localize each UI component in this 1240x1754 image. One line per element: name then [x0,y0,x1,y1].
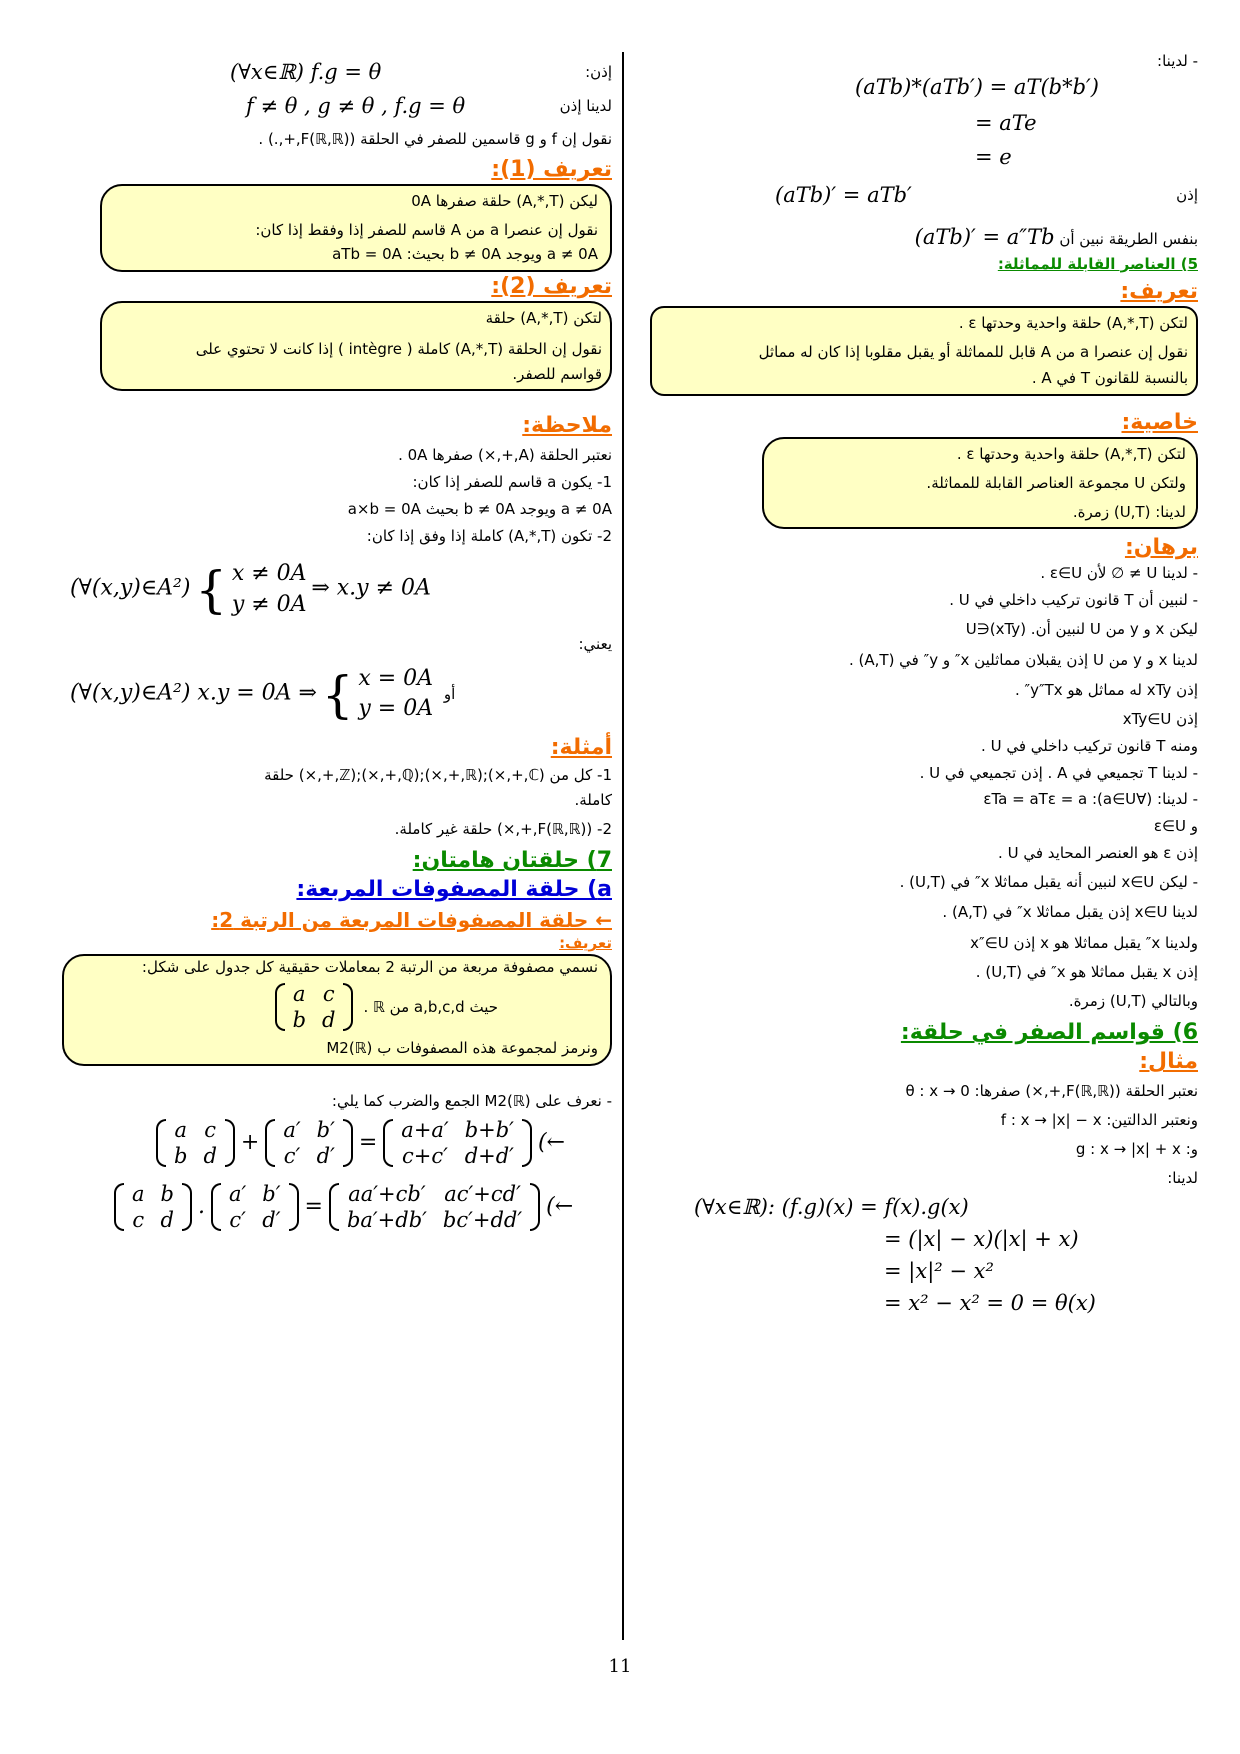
equation: = e [975,144,1012,169]
right-column [650,52,1198,1323]
property-box [762,437,1198,529]
matrix-entry: a [293,982,306,1007]
matrix-entry: b [174,1143,188,1168]
note-line: نعتبر الحلقة (A,+,×) صفرها 0A . [398,446,612,465]
arrow-marker: (← [546,1194,574,1220]
proof-step: إذن xTy∈U [1122,710,1198,728]
example-line: كاملة. [574,790,612,809]
quantifier: (∀(x,y)∈A²) x.y = 0A ⇒ [70,679,317,705]
equation: (∀x∈ℝ) f.g = θ [230,60,382,84]
box-line: a ≠ 0A ويوجد b ≠ 0A بحيث: aTb = 0A [332,245,598,264]
label-text: إذن [1176,185,1198,204]
note-title: ملاحظة: [522,413,612,439]
matrix-definition-box [62,954,612,1066]
condition: x = 0A [358,665,434,691]
or-label: أو [443,684,456,703]
matrix-entry: b [292,1008,307,1033]
definition-2-box [100,301,612,391]
equation: (∀x∈ℝ): (f.g)(x) = f(x).g(x) [694,1195,969,1220]
proof-step: - لنبين أن T قانون تركيب داخلي في U . [949,591,1198,609]
matrix-entry: bc′+dd′ [442,1207,523,1232]
note-line: يعني: [578,634,612,653]
example-line: نعتبر الحلقة (F(ℝ,ℝ),+,×) صفرها: θ : x → 0 [905,1082,1198,1101]
example-line: لدينا: [1167,1168,1198,1187]
proof-step: - لدينا U ≠ ∅ لأن ε∈U . [1040,564,1198,583]
intro-line: - لدينا: [1157,52,1198,70]
matrix-entry: c [322,982,335,1007]
integral-condition [70,559,612,621]
proof-step: وبالتالي (U,T) زمرة. [1068,991,1198,1010]
label-text: لدينا إذن [559,97,612,115]
arrow-marker: (← [537,1130,565,1156]
equation: (aTb)*(aTb′) = aT(b*b′) [855,74,1099,99]
implication: ⇒ x.y ≠ 0A [311,575,431,601]
definition-1-box [100,184,612,272]
matrix-sum-result [383,1117,532,1169]
definition-title: تعريف: [1120,278,1198,304]
quantifier: (∀(x,y)∈A²) [70,575,191,601]
note-line: a ≠ 0A ويوجد b ≠ 0A بحيث a×b = 0A [347,499,612,518]
matrix-entry: b+b′ [464,1117,514,1142]
matrix-entry: a+a′ [401,1117,449,1142]
operations-intro: - نعرف على M2(ℝ) الجمع والضرب كما يلي: [331,1091,612,1110]
example-computation [650,1195,1198,1315]
box-line: نقول إن عنصرا a من A قاسم للصفر إذا وفقط إذا كان: [255,220,598,239]
page-number: 11 [608,1656,632,1677]
proof-steps [650,564,1198,1010]
equation: = x² − x² = 0 = θ(x) [884,1291,1096,1316]
matrix-lhs-1 [156,1117,235,1169]
proof-step: ولدينا x″ يقبل مماثلا هو x إذن x″∈U [970,934,1198,952]
proof-step: - ليكن x∈U لنبين أنه يقبل مماثلا x″ في (U,T) . [899,872,1198,891]
matrix-entry: d [322,1008,336,1033]
matrix-entry: d′ [316,1143,335,1168]
example-line: و: g : x → |x| + x [1075,1139,1198,1158]
equation: (aTb)′ = aTb′ [775,182,912,207]
matrix-entry: d′ [262,1207,281,1232]
conclusion-line [70,60,612,84]
condition: x ≠ 0A [231,561,307,587]
box-line: ونرمز لمجموعة هذه المصفوفات ب M2(ℝ) [326,1039,598,1058]
subsection-heading-matrix: ← حلقة المصفوفات المربعة من الرتبة 2: [211,908,612,933]
condition-system [232,559,307,621]
examples-body [70,766,612,838]
matrix-entry: c+c′ [402,1143,448,1168]
left-brace: { [195,561,228,620]
box-line: لدينا: (U,T) زمرة. [1072,502,1186,521]
matrix-entry: b′ [262,1181,281,1206]
equation: = (|x| − x)(|x| + x) [884,1227,1079,1252]
equals-sign: = [358,1130,378,1156]
box-line: نقول إن عنصرا a من A قابل للمماثلة أو يقبل مقلوبا إذا كان له مماثل [758,342,1188,361]
matrix-entry: d+d′ [464,1143,514,1168]
proof-step: لدينا x و y من U إذن يقبلان مماثلين x″ و y″ في (A,T) . [848,650,1198,669]
matrix-entry: c [204,1117,217,1142]
equation: = |x|² − x² [884,1259,994,1284]
matrix-lhs-2 [211,1181,299,1233]
matrix-entry: ac′+cd′ [444,1181,521,1206]
definition-1-title: تعريف (1): [491,156,612,182]
matrix-product-result [329,1181,540,1233]
matrix-entry: b [160,1181,174,1206]
condition: y = 0A [358,696,434,722]
proof-block-1 [650,75,1198,169]
dot-sign: . [197,1194,205,1220]
matrix-definition-title: تعريف: [559,934,612,953]
example-line: 2- (F(ℝ,ℝ),+,×) حلقة غير كاملة. [394,819,612,838]
proof-step: إذن ε هو العنصر المحايد في U . [998,843,1198,862]
matrix-entry: d [203,1143,217,1168]
matrix-lhs-2 [265,1117,353,1169]
equivalent-condition [70,664,612,726]
matrix-entry: c [132,1207,145,1232]
matrix-entry: a′ [283,1117,301,1142]
condition-system [358,664,433,726]
definition-box [650,306,1198,396]
note-body [70,446,612,725]
box-line: لتكن (A,*,T) حلقة واحدية وحدتها ε . [958,313,1188,332]
example-title: مثال: [1139,1049,1198,1075]
definition-2-title: تعريف (2): [491,274,612,299]
matrix-lhs-1 [114,1181,192,1233]
matrix-entry: d [160,1207,174,1232]
conclusion-line-2 [70,94,612,118]
matrix-product-line [70,1181,612,1233]
proof-step: إذن xTy له مماثل هو y″Tx″ . [1014,681,1198,700]
conclusion-text: نقول إن f و g قاسمين للصفر في الحلقة (F(ℝ,ℝ),+,.) . [258,130,612,148]
matrix-sum-line [70,1117,612,1169]
plus-sign: + [240,1130,260,1156]
proof-step: و ε∈U [1153,817,1198,835]
matrix-entry: ba′+db′ [346,1207,427,1232]
example-body [650,1082,1198,1315]
generic-matrix [275,981,354,1033]
note-line: 1- يكون a قاسم للصفر إذا كان: [412,473,612,491]
box-line: ليكن (A,*,T) حلقة صفرها 0A [411,191,598,210]
label-text: بنفس الطريقة نبين أن [1059,229,1198,248]
proof-step: ليكن x و y من U لنبين أن. (xTy)∈U [965,619,1198,638]
result-line [650,183,1198,207]
proof-step: - لدينا T تجميعي في A . إذن تجميعي في U . [919,763,1198,782]
box-line: نقول إن الحلقة (A,*,T) كاملة ( intègre ) إذا كانت لا تحتوي على [195,339,602,358]
example-line: ونعتبر الدالتين: f : x → |x| − x [1000,1111,1198,1129]
equation: f ≠ θ , g ≠ θ , f.g = θ [246,94,466,118]
matrix-form-line [76,981,598,1033]
proof-step: إذن x يقبل مماثلا هو x″ في (U,T) . [975,962,1198,981]
section-heading-6: 6) قواسم الصفر في حلقة: [900,1020,1198,1046]
example-line: 1- كل من (ℂ,+,×);(ℝ,+,×);(ℚ,+,×);(ℤ,+,×) حلقة [264,766,612,785]
proof-step: لدينا x∈U إذن يقبل مماثلا x″ في (A,T) . [942,903,1198,922]
equation: (aTb)′ = a″Tb [914,224,1055,249]
matrix-entry: a′ [228,1181,247,1206]
matrix-entry: c′ [229,1207,246,1232]
section-heading-5: 5) العناصر القابلة للمماثلة: [997,254,1198,273]
matrix-entry: c′ [283,1143,301,1168]
box-line: نسمي مصفوفة مربعة من الرتبة 2 بمعاملات حقيقية كل جدول على شكل: [141,958,598,977]
note-line: 2- تكون (A,*,T) كاملة إذا وفق إذا كان: [366,526,612,545]
proof-step: - لدينا: (∀a∈U): εTa = aTε = a [983,790,1198,809]
matrix-entry: b′ [316,1117,335,1142]
equation: = aTe [975,110,1037,135]
proof-step: ومنه T قانون تركيب داخلي في U . [981,736,1198,755]
result-line-2 [650,225,1198,249]
left-brace: { [321,665,354,724]
matrix-entry: a [174,1117,187,1142]
left-column [70,52,612,1233]
property-title: خاصية: [1121,410,1198,435]
box-line: حيث a,b,c,d من ℝ . [363,998,498,1017]
subsection-heading-a: a) حلقة المصفوفات المربعة: [296,877,612,903]
column-divider [622,52,624,1640]
box-line: قواسم للصفر. [512,364,602,383]
box-line: ولتكن U مجموعة العناصر القابلة للمماثلة. [926,473,1186,492]
box-line: لتكن (A,*,T) حلقة [485,309,602,327]
matrix-entry: aa′+cb′ [348,1181,426,1206]
examples-title: أمثلة: [550,735,612,761]
label-text: إذن: [585,63,612,81]
box-line: لتكن (A,*,T) حلقة واحدية وحدتها ε . [956,445,1186,463]
proof-title: برهان: [1124,535,1198,561]
equals-sign: = [304,1194,323,1220]
matrix-entry: a [132,1181,145,1206]
section-heading-7: 7) حلقتان هامتان: [412,848,612,874]
box-line: بالنسبة للقانون T في A . [1031,369,1188,388]
condition: y ≠ 0A [231,592,307,618]
